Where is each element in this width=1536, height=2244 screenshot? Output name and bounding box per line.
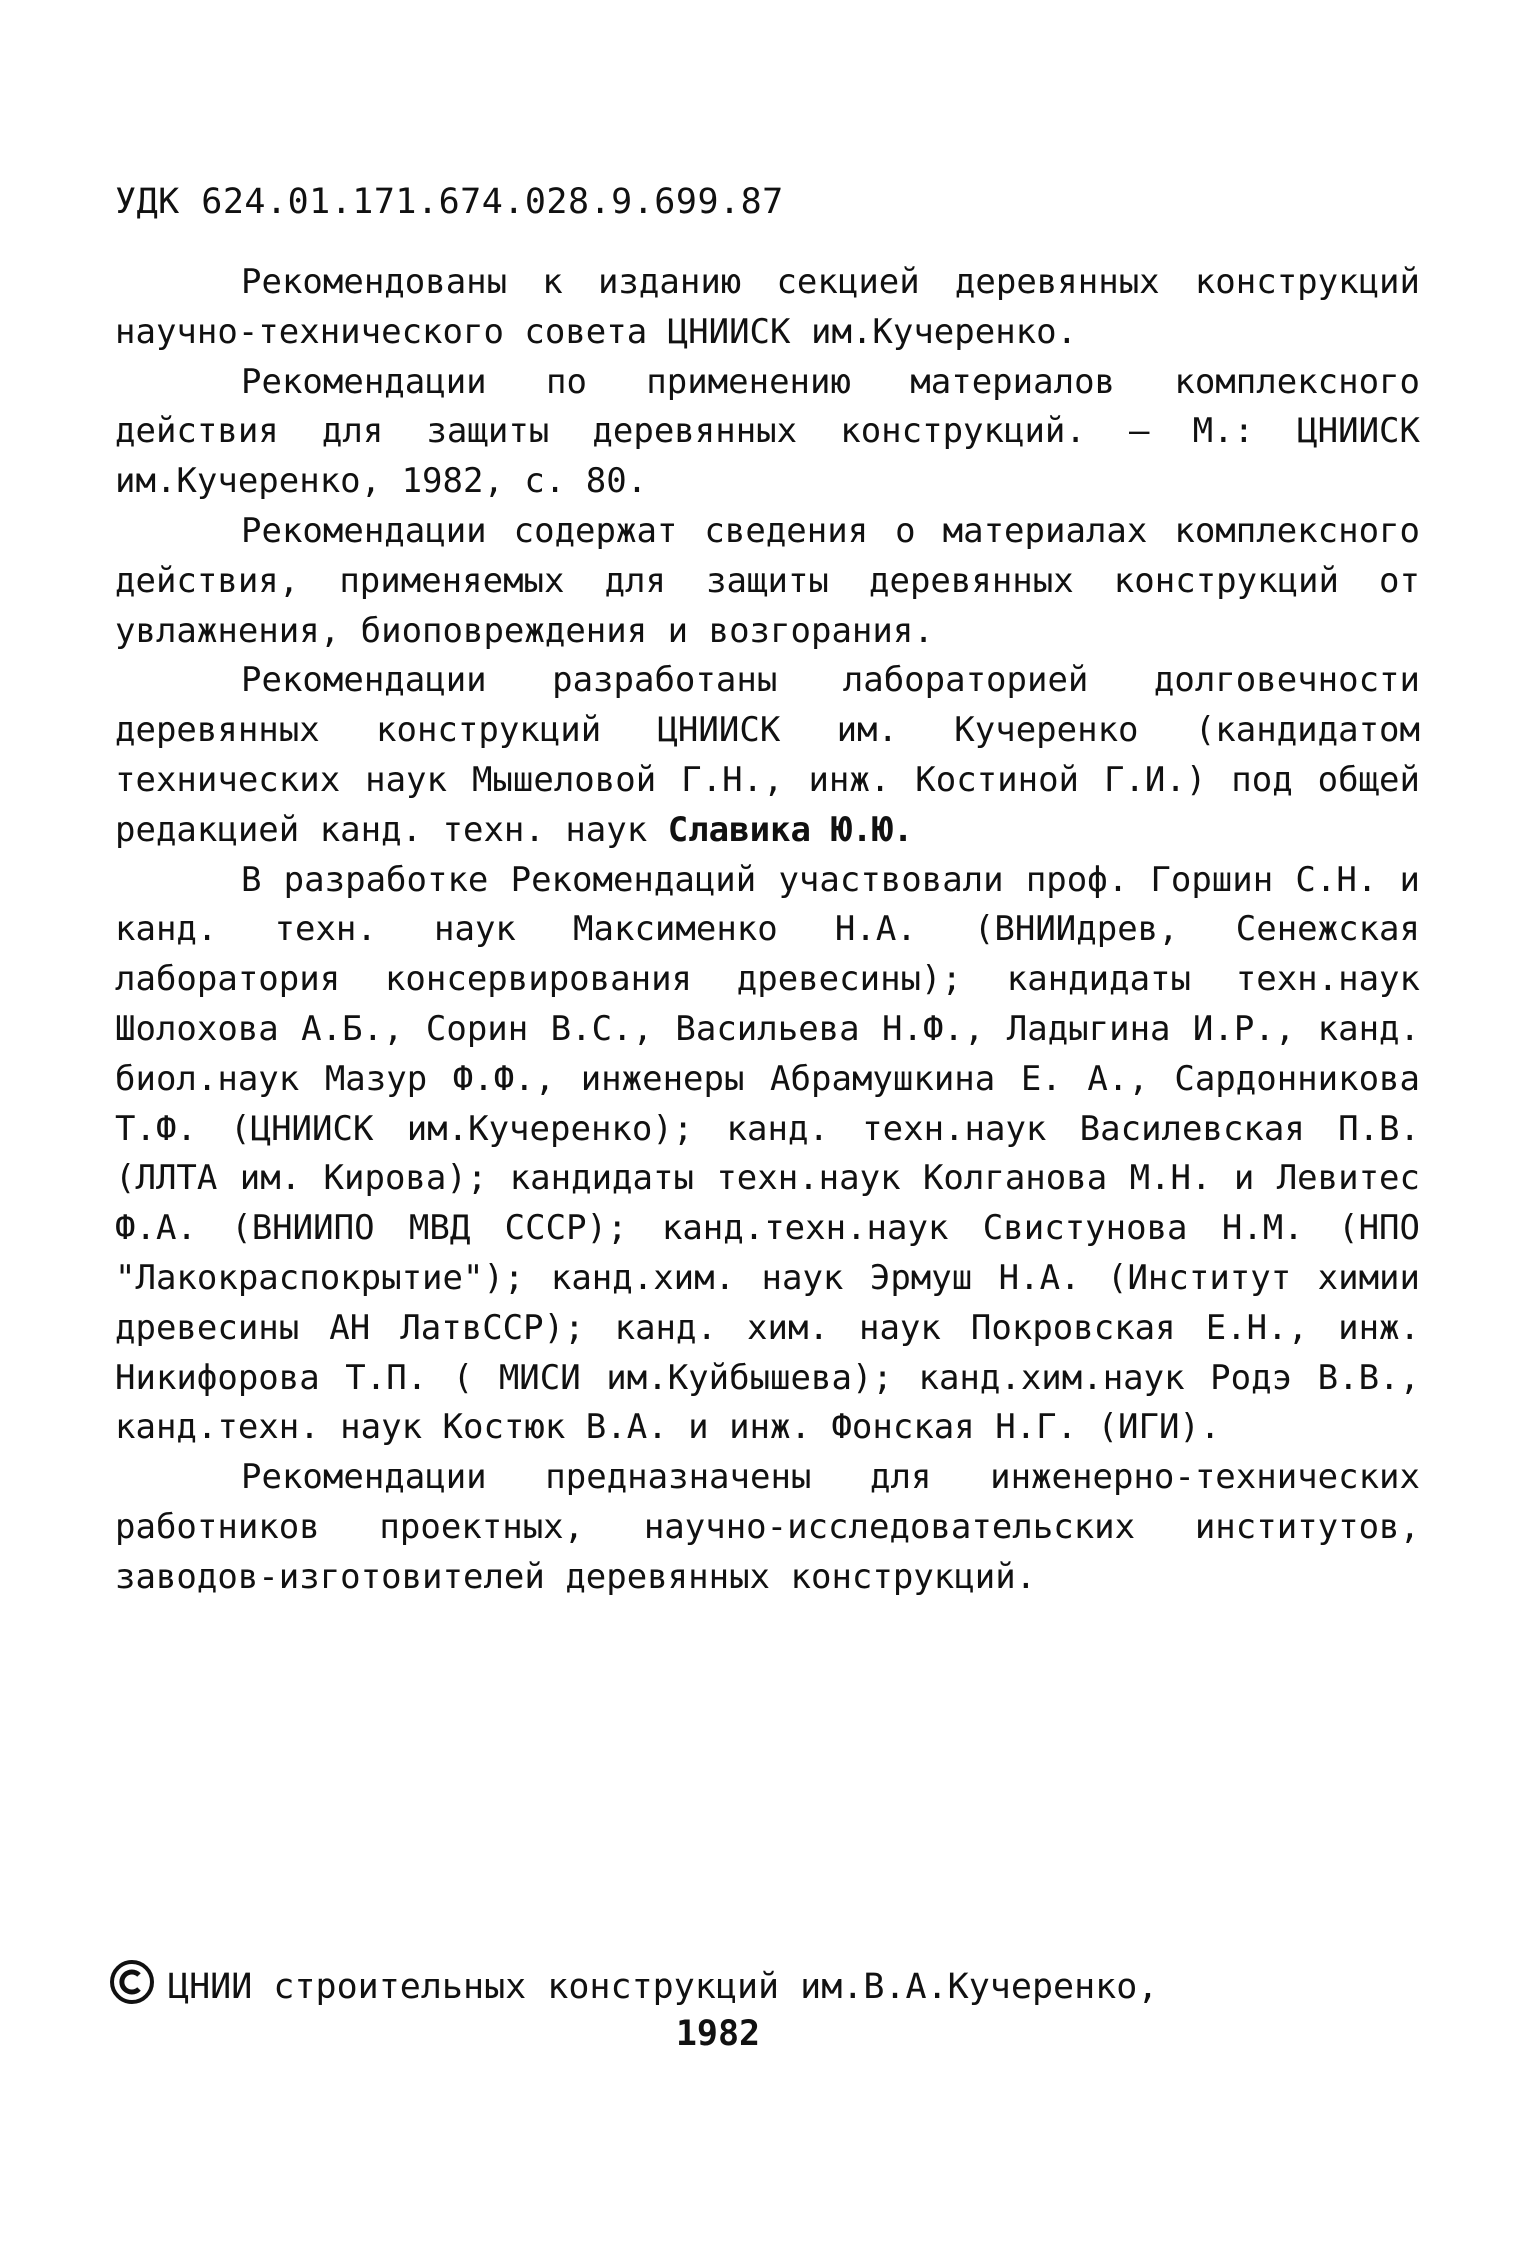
approval-paragraph: Рекомендованы к изданию секцией деревянных конструкций научно-технического совета ЦНИИСК им.Кучеренко. bbox=[115, 262, 1420, 352]
abstract-paragraph: Рекомендации содержат сведения о материалах комплексного действия, применяемых для защиты деревянных конструкций от увлажнения, биоповреждения и возгорания. bbox=[115, 510, 1420, 651]
citation-paragraph: Рекомендации по применению материалов комплексного действия для защиты деревянных конструкций. – М.: ЦНИИСК им.Кучеренко, 1982, с. 80. bbox=[115, 361, 1420, 502]
authors-paragraph bbox=[115, 656, 1420, 855]
copyright-icon bbox=[108, 1958, 156, 2006]
copyright-year: 1982 bbox=[675, 2014, 761, 2054]
audience-paragraph: Рекомендации предназначены для инженерно-технических работников проектных, научно-исследовательских институтов, заводов-изготовителей деревянных конструкций. bbox=[115, 1457, 1420, 1597]
copyright-line bbox=[108, 1958, 1428, 2011]
participants-paragraph: В разработке Рекомендаций участвовали проф. Горшин С.Н. и канд. техн. наук Максименко Н.А. (ВНИИдрев, Сенежская лаборатория консервирования древесины); кандидаты техн.наук Шолохова А.Б., Сорин В.С., Васильева Н.Ф., Ладыгина И.Р., канд. биол.наук Мазур Ф.Ф., инженеры Абрамушкина Е. А., Сардонникова Т.Ф. (ЦНИИСК им.Кучеренко); канд. техн.наук Василевская П.В. (ЛЛТА им. Кирова); кандидаты техн.наук Колганова М.Н. и Левитес Ф.А. (ВНИИПО МВД СССР); канд.техн.наук Свистунова Н.М. (НПО "Лакокраспокрытие"); канд.хим. наук Эрмуш Н.А. (Институт химии древесины АН ЛатвССР); канд. хим. наук Покровская Е.Н., инж. Никифорова Т.П. ( МИСИ им.Куйбышева); канд.хим.наук Родэ В.В., канд.техн. наук Костюк В.А. и инж. Фонская Н.Г. (ИГИ). bbox=[115, 859, 1420, 1448]
body-text bbox=[115, 258, 1420, 1603]
authors-intro: Рекомендации разработаны лабораторией долговечности деревянных конструкций ЦНИИСК им. Кучеренко (кандидатом технических наук Мышеловой Г.Н., инж. Костиной Г.И.) под общей редакцией канд. техн. наук bbox=[115, 660, 1420, 850]
copyright-holder: ЦНИИ строительных конструкций им.В.А.Кучеренко, bbox=[168, 1967, 1159, 2007]
udk-code: УДК 624.01.171.674.028.9.699.87 bbox=[115, 182, 784, 222]
editor-name: Славика Ю.Ю. bbox=[667, 809, 914, 850]
